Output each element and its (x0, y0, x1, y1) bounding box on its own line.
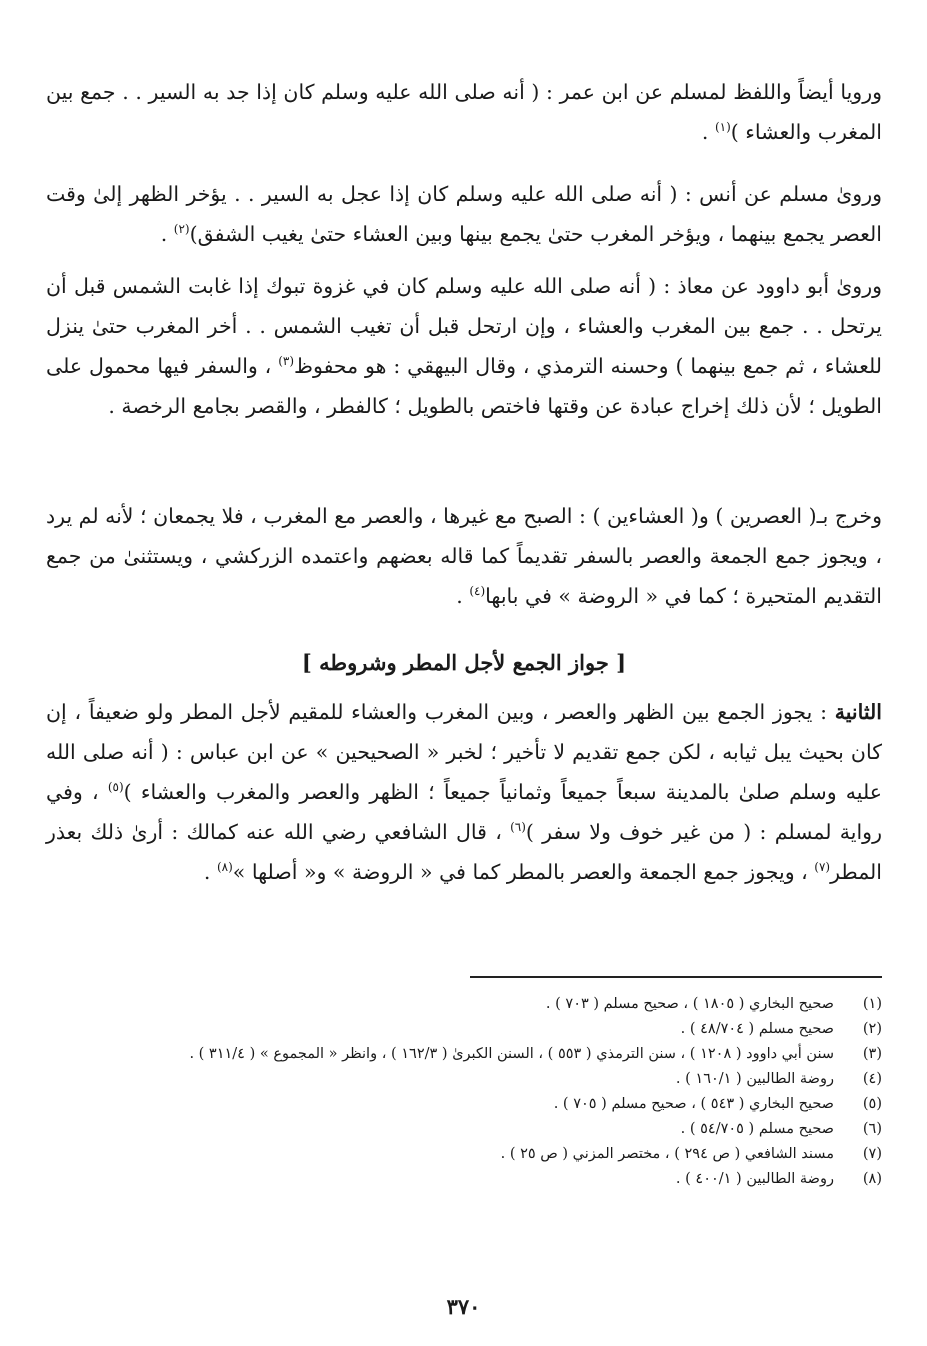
page-number: ٣٧٠ (446, 1294, 481, 1319)
footnote-number: (١) (862, 996, 882, 1012)
paragraph-4 (46, 496, 882, 616)
paragraph-4-text: وخرج بـ( العصرين ) و( العشاءين ) : الصبح مع غيرها ، والعصر مع المغرب ، فلا يجمعان ؛ لأنه لم يرد ، ويجوز جمع الجمعة والعصر بالسفر تقديماً كما قاله بعضهم واعتمده الزركشي ، ويستثنىٰ من جمع التقديم المتحيرة ؛ كما في « الروضة » في بابها (46, 504, 882, 608)
footnote-item (46, 1042, 882, 1067)
paragraph-5 (46, 692, 882, 892)
footnote-text: سنن أبي داوود ( ١٢٠٨ ) ، سنن الترمذي ( ٥٥٣ ) ، السنن الكبرىٰ ( ١٦٢/٣ ) ، وانظر « المجموع » ( ٣١١/٤ ) . (189, 1046, 834, 1062)
footnote-number: (٨) (862, 1171, 882, 1187)
paragraph-1-tail: . (701, 120, 715, 144)
footnote-ref-3: (٣) (278, 354, 295, 369)
footnote-text: صحيح البخاري ( ١٨٠٥ ) ، صحيح مسلم ( ٧٠٣ ) . (545, 996, 834, 1012)
footnote-divider (470, 976, 882, 978)
footnotes-list (46, 992, 882, 1192)
footnote-ref-1: (١) (714, 120, 731, 135)
footnote-text: روضة الطالبين ( ١٦٠/١ ) . (675, 1071, 834, 1087)
paragraph-2-tail: . (160, 222, 174, 246)
paragraph-4-tail: . (456, 584, 470, 608)
footnote-number: (٧) (862, 1146, 882, 1162)
footnote-number: (٣) (862, 1046, 882, 1062)
footnote-number: (٢) (862, 1021, 882, 1037)
footnote-item (46, 1017, 882, 1042)
paragraph-5-text-a: : يجوز الجمع بين الظهر والعصر ، وبين المغرب والعشاء للمقيم لأجل المطر ولو ضعيفاً ، إن كان بحيث يبل ثيابه ، لكن جمع تقديم لا تأخير ؛ لخبر « الصحيحين » عن ابن عباس : ( أنه صلى الله عليه وسلم صلىٰ بالمدينة سبعاً جميعاً وثمانياً جميعاً ؛ الظهر والعصر والمغرب والعشاء ) (46, 700, 882, 804)
footnote-number: (٦) (862, 1121, 882, 1137)
paragraph-5-text-c: ، قال الشافعي رضي الله عنه كمالك : أرىٰ ذلك بعذر المطر (46, 820, 882, 884)
paragraph-2-text: وروىٰ مسلم عن أنس : ( أنه صلى الله عليه وسلم كان إذا عجل به السير . . يؤخر الظهر إلىٰ وقت العصر يجمع بينهما ، ويؤخر المغرب حتىٰ يجمع بينها وبين العشاء حتىٰ يغيب الشفق) (46, 182, 882, 246)
paragraph-2 (46, 174, 882, 254)
footnote-item (46, 992, 882, 1017)
footnote-text: صحيح مسلم ( ٤٨/٧٠٤ ) . (680, 1021, 834, 1037)
footnote-text: مسند الشافعي ( ص ٢٩٤ ) ، مختصر المزني ( ص ٢٥ ) . (500, 1146, 834, 1162)
footnote-number: (٤) (862, 1071, 882, 1087)
footnote-text: روضة الطالبين ( ٤٠٠/١ ) . (675, 1171, 834, 1187)
paragraph-1 (46, 72, 882, 152)
footnote-ref-5: (٥) (107, 780, 124, 795)
footnote-ref-8: (٨) (216, 860, 233, 875)
footnote-item (46, 1167, 882, 1192)
footnote-item (46, 1067, 882, 1092)
footnote-item (46, 1117, 882, 1142)
footnote-item (46, 1092, 882, 1117)
section-heading: [ جواز الجمع لأجل المطر وشروطه ] (301, 650, 627, 675)
paragraph-1-text: ورويا أيضاً واللفظ لمسلم عن ابن عمر : ( أنه صلى الله عليه وسلم كان إذا جد به السير . . جمع بين المغرب والعشاء ) (46, 80, 882, 144)
paragraph-5-text-d: ، ويجوز جمع الجمعة والعصر بالمطر كما في « الروضة » و« أصلها » (232, 860, 815, 884)
paragraph-5-tail: . (203, 860, 217, 884)
paragraph-3-text-b: ، والسفر فيها محمول على الطويل ؛ لأن ذلك إخراج عبادة عن وقتها فاختص بالطويل ؛ كالفطر ، والقصر بجامع الرخصة . (46, 354, 882, 418)
footnote-ref-6: (٦) (510, 820, 526, 835)
footnote-text: صحيح البخاري ( ٥٤٣ ) ، صحيح مسلم ( ٧٠٥ ) . (553, 1096, 834, 1112)
paragraph-3-text-a: وروىٰ أبو داوود عن معاذ : ( أنه صلى الله عليه وسلم كان في غزوة تبوك إذا غابت الشمس قبل أن يرتحل . . جمع بين المغرب والعشاء ، وإن ارتحل قبل أن تغيب الشمس . . أخر المغرب حتىٰ ينزل للعشاء ، ثم جمع بينهما ) وحسنه الترمذي ، وقال البيهقي : هو محفوظ (46, 274, 882, 378)
paragraph-3 (46, 266, 882, 426)
footnote-ref-4: (٤) (469, 584, 486, 599)
footnote-ref-2: (٢) (173, 222, 190, 237)
footnote-item (46, 1142, 882, 1167)
paragraph-5-text-b: ، وفي رواية لمسلم : ( من غير خوف ولا سفر ) (46, 780, 882, 844)
paragraph-5-lead: الثانية (834, 700, 882, 724)
footnote-number: (٥) (862, 1096, 882, 1112)
footnote-text: صحيح مسلم ( ٥٤/٧٠٥ ) . (680, 1121, 834, 1137)
footnote-ref-7: (٧) (814, 860, 831, 875)
